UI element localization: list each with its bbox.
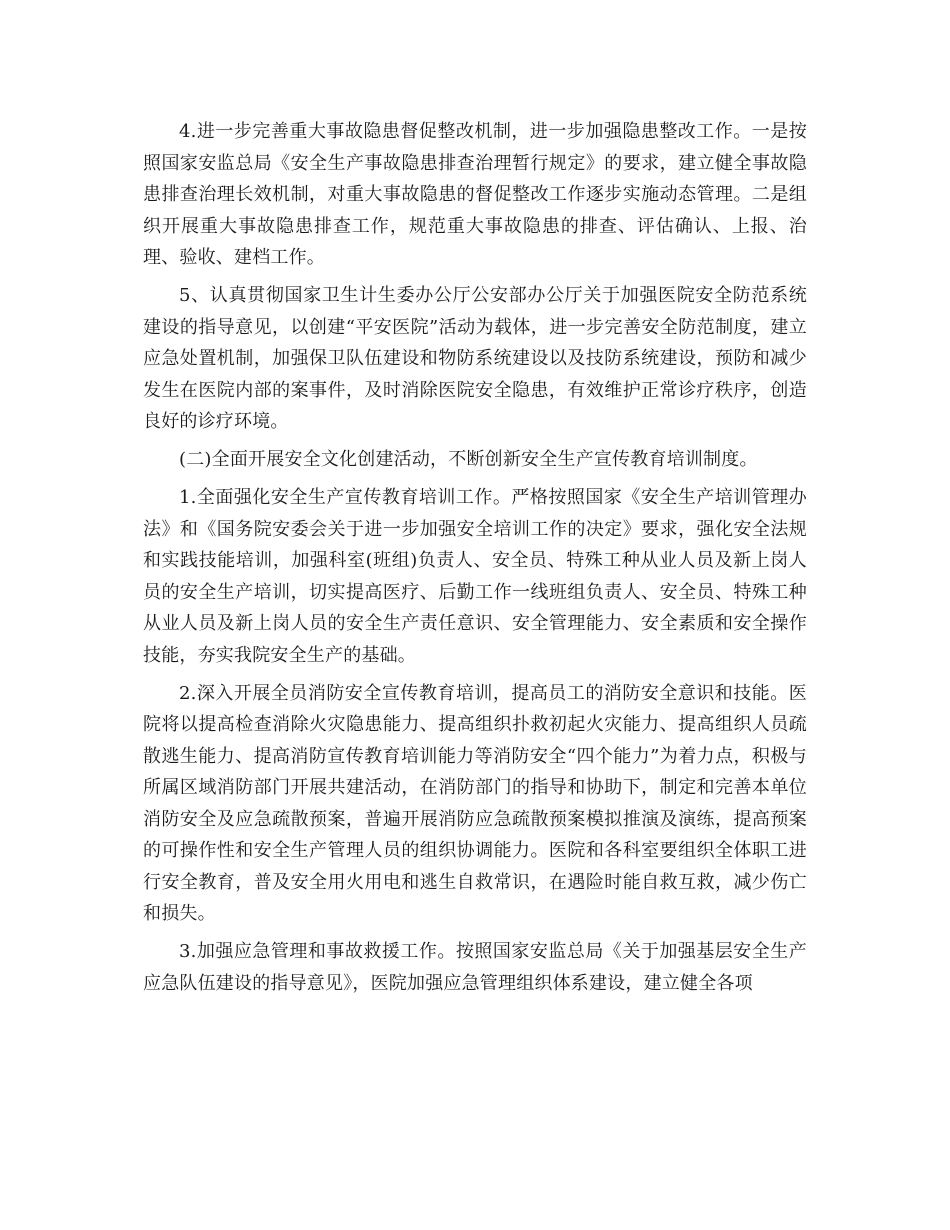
paragraph-fire-safety: 2.深入开展全员消防安全宣传教育培训，提高员工的消防安全意识和技能。医院将以提高检查消除火灾隐患能力、提高组织扑救初起火灾能力、提高组织人员疏散逃生能力、提高消防宣传教育培训能力等消防安全“四个能力”为着力点，积极与所属区域消防部门开展共建活动，在消防部门的指导和协助下，制定和完善本单位消防安全及应急疏散预案，普遍开展消防应急疏散预案模拟推演及演练，提高预案的可操作性和安全生产管理人员的组织协调能力。医院和各科室要组织全体职工进行安全教育，普及安全用火用电和逃生自救常识，在遇险时能自救互救，减少伤亡和损失。: [143, 682, 807, 924]
paragraph-emergency-management: 3.加强应急管理和事故救援工作。按照国家安监总局《关于加强基层安全生产应急队伍建设的指导意见》，医院加强应急管理组织体系建设，建立健全各项: [143, 941, 807, 994]
paragraph-safety-training: 1.全面强化安全生产宣传教育培训工作。严格按照国家《安全生产培训管理办法》和《国务院安委会关于进一步加强安全培训工作的决定》要求，强化安全法规和实践技能培训，加强科室(班组)负责人、安全员、特殊工种从业人员及新上岗人员的安全生产培训，切实提高医疗、后勤工作一线班组负责人、安全员、特殊工种从业人员及新上岗人员的安全生产责任意识、安全管理能力、安全素质和安全操作技能，夯实我院安全生产的基础。: [143, 487, 807, 666]
document-body: [143, 116, 807, 1006]
paragraph-safe-hospital: 5、认真贯彻国家卫生计生委办公厅公安部办公厅关于加强医院安全防范系统建设的指导意见，以创建“平安医院”活动为载体，进一步完善安全防范制度，建立应急处置机制，加强保卫队伍建设和物防系统建设以及技防系统建设，预防和减少发生在医院内部的案事件，及时消除医院安全隐患，有效维护正常诊疗秩序，创造良好的诊疗环境。: [143, 285, 807, 432]
paragraph-hazard-rectification: 4.进一步完善重大事故隐患督促整改机制，进一步加强隐患整改工作。一是按照国家安监总局《安全生产事故隐患排查治理暂行规定》的要求，建立健全事故隐患排查治理长效机制，对重大事故隐患的督促整改工作逐步实施动态管理。二是组织开展重大事故隐患排查工作，规范重大事故隐患的排查、评估确认、上报、治理、验收、建档工作。: [143, 121, 807, 268]
section-heading-safety-culture: (二)全面开展安全文化创建活动，不断创新安全生产宣传教育培训制度。: [179, 449, 758, 470]
